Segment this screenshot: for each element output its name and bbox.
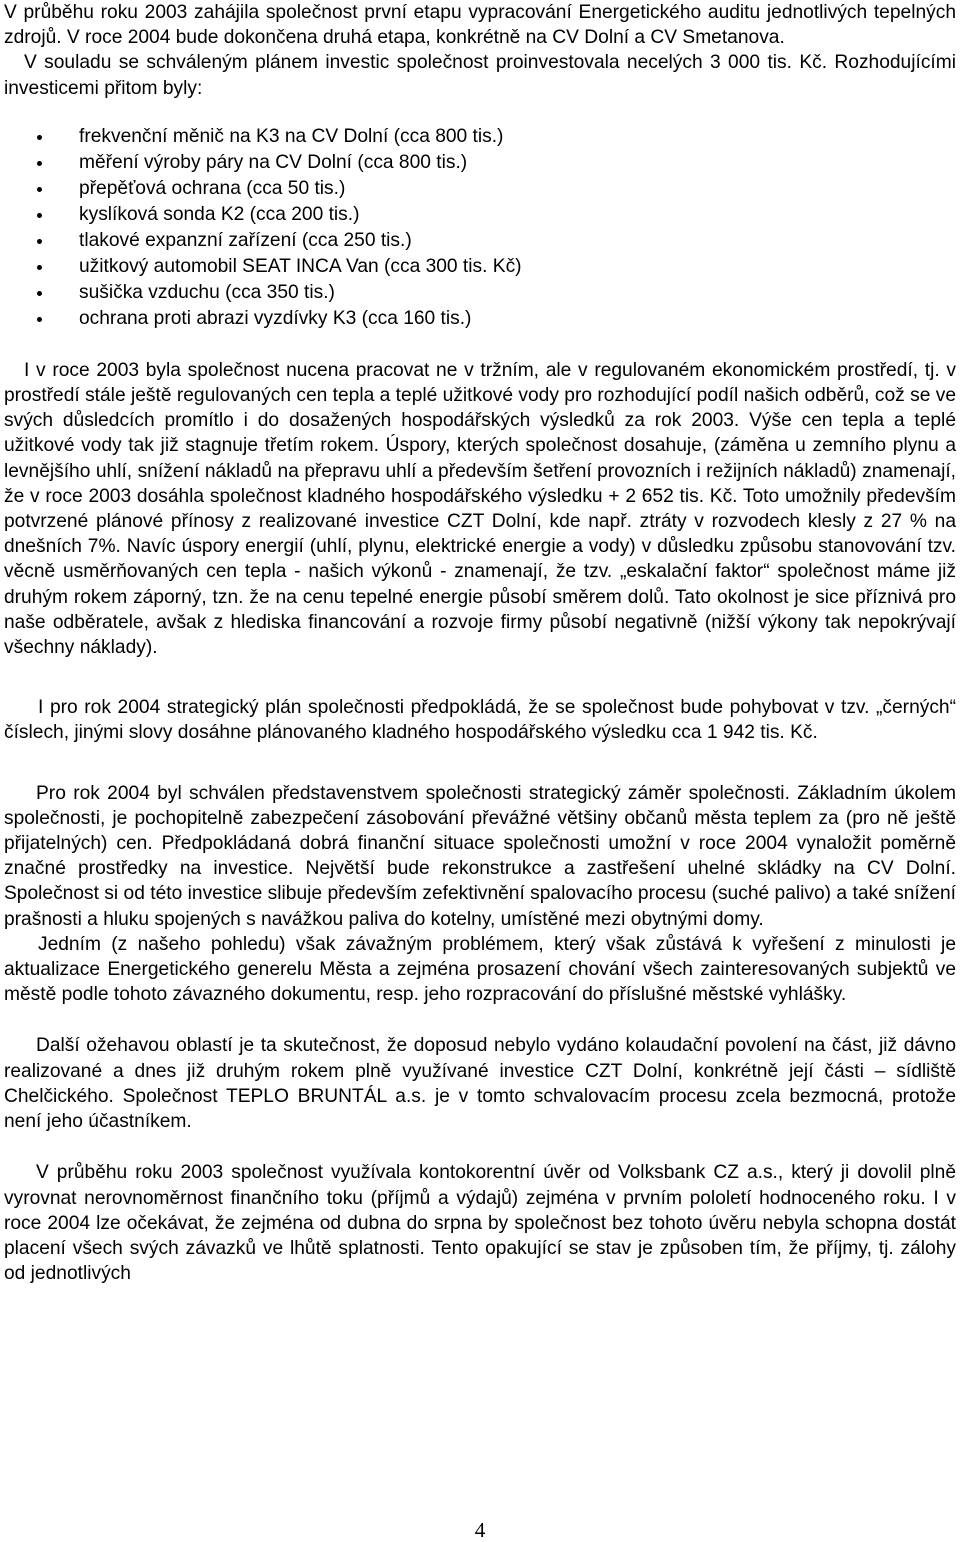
list-item: kyslíková sonda K2 (cca 200 tis.) bbox=[4, 202, 956, 228]
bullet-icon bbox=[37, 317, 42, 322]
bullet-icon bbox=[37, 213, 42, 218]
paragraph-strategic-intent: Pro rok 2004 byl schválen představenstvem společnosti strategický záměr společnosti. Základním úkolem společnosti, je pochopitelně zabezpečení zásobování převážné většiny občanů města teplem za (pro ně ještě přijatelných) cen. Předpokládaná dobrá finanční situace společnosti umožní v roce 2004 vynaložit poměrně značné prostředky na investice. Největší bude rekonstrukce a zastřešení uhelné skládky na CV Dolní. Společnost si od této investice slibuje především zefektivnění spalovacího procesu (suché palivo) a také snížení prašnosti a hluku spojených s navážkou paliva do kotelny, umístěné mezi obytnými domy. bbox=[4, 782, 956, 930]
bullet-icon bbox=[37, 291, 42, 296]
list-item: přepěťová ochrana (cca 50 tis.) bbox=[4, 176, 956, 202]
paragraph-overdraft-loan: V průběhu roku 2003 společnost využívala kontokorentní úvěr od Volksbank CZ a.s., který ji dovolil plně vyrovnat nerovnoměrnost finančního toku (příjmů a výdajů) zejména v prvním pololetí hodnoceného roku. I v roce 2004 lze očekávat, že zejména od dubna do srpna by společnost bez tohoto úvěru nebyla schopna dostát placení všech svých závazků ve lhůtě splatnosti. Tento opakující se stav je způsoben tím, že příjmy, tj. zálohy od jednotlivých bbox=[4, 1162, 956, 1285]
bullet-icon bbox=[37, 239, 42, 244]
list-item: užitkový automobil SEAT INCA Van (cca 300 tis. Kč) bbox=[4, 254, 956, 280]
paragraph-strategic-plan-2004: I pro rok 2004 strategický plán společnosti předpokládá, že se společnost bude pohybovat v tzv. „černých“ číslech, jinými slovy dosáhne plánovaného kladného hospodářského výsledku cca 1 942 tis. Kč. bbox=[4, 697, 956, 744]
bullet-icon bbox=[37, 265, 42, 270]
investment-list bbox=[4, 124, 956, 332]
list-item: frekvenční měnič na K3 na CV Dolní (cca 800 tis.) bbox=[4, 124, 956, 150]
paragraph-energy-masterplan: Jedním (z našeho pohledu) však závažným problémem, který však zůstává k vyřešení z minulosti je aktualizace Energetického generelu Města a zejména prosazení chování všech zainteresovaných subjektů ve městě podle tohoto závazného dokumentu, resp. jeho rozpracování do příslušné městské vyhlášky. bbox=[4, 933, 956, 1006]
page-number: 4 bbox=[474, 1518, 486, 1542]
bullet-icon bbox=[37, 135, 42, 140]
paragraph-energy-audit: V průběhu roku 2003 zahájila společnost první etapu vypracování Energetického auditu jednotlivých tepelných zdrojů. V roce 2004 bude dokončena druhá etapa, konkrétně na CV Dolní a CV Smetanova. bbox=[4, 2, 956, 49]
list-item: tlakové expanzní zařízení (cca 250 tis.) bbox=[4, 228, 956, 254]
paragraph-occupancy-permit: Další ožehavou oblastí je ta skutečnost, že doposud nebylo vydáno kolaudační povolení na část, již dávno realizované a dnes již druhým rokem plně využívané investice CZT Dolní, konkrétně její části – sídliště Chelčického. Společnost TEPLO BRUNTÁL a.s. je v tomto schvalovacím procesu zcela bezmocná, protože není jeho účastníkem. bbox=[4, 1035, 956, 1133]
list-item: ochrana proti abrazi vyzdívky K3 (cca 160 tis.) bbox=[4, 306, 956, 332]
paragraph-investments-intro: V souladu se schváleným plánem investic společnost proinvestovala necelých 3 000 tis. Kč. Rozhodujícími investicemi přitom byly: bbox=[4, 52, 956, 99]
list-item: měření výroby páry na CV Dolní (cca 800 tis.) bbox=[4, 150, 956, 176]
paragraph-regulated-environment: I v roce 2003 byla společnost nucena pracovat ne v tržním, ale v regulovaném ekonomickém prostředí, tj. v prostředí stále ještě regulovaných cen tepla a teplé užitkové vody pro rozhodující podíl našich odběrů, což se ve svých důsledcích promítlo i do dosažených hospodářských výsledků za rok 2003. Výše cen tepla a teplé užitkové vody tak již stagnuje třetím rokem. Úspory, kterých společnost dosahuje, (záměna u zemního plynu a levnějšího uhlí, snížení nákladů na přepravu uhlí a především šetření provozních i režijních nákladů) znamenají, že v roce 2003 dosáhla společnost kladného hospodářského výsledku + 2 652 tis. Kč. Toto umožnily především potvrzené plánové přínosy z realizované investice CZT Dolní, kde např. ztráty v rozvodech klesly z 27 % na dnešních 7%. Navíc úspory energií (uhlí, plynu, elektrické energie a vody) v důsledku způsobu stanovování tzv. věcně usměrňovaných cen tepla - našich výkonů - znamenají, že tzv. „eskalační faktor“ společnost máme již druhým rokem záporný, tzn. že na cenu tepelné energie působí směrem dolů. Tato okolnost je sice příznivá pro naše odběratele, avšak z hlediska financování a rozvoje firmy působí negativně (nižší výkony tak nepokrývají všechny náklady). bbox=[4, 359, 956, 659]
document-page bbox=[4, 0, 956, 1286]
bullet-icon bbox=[37, 187, 42, 192]
list-item: sušička vzduchu (cca 350 tis.) bbox=[4, 280, 956, 306]
bullet-icon bbox=[37, 161, 42, 166]
